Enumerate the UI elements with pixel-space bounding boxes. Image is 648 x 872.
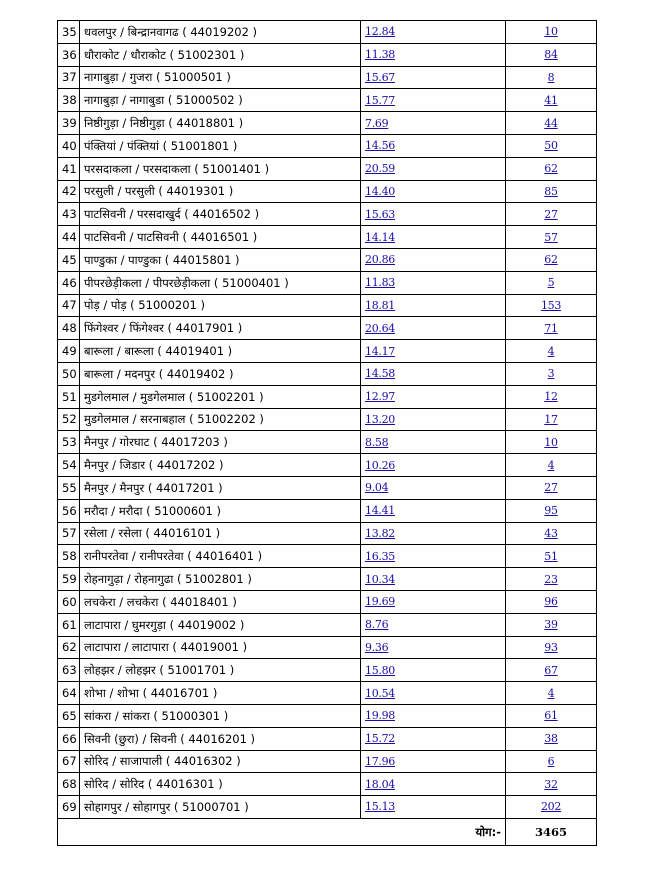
table-row [58,294,597,317]
village-name-cell: लाटापारा / लाटापारा ( 44019001 ) [80,636,361,659]
table-body [58,21,597,819]
count-value-cell[interactable] [506,21,597,44]
count-value-cell[interactable] [506,431,597,454]
village-name-cell: नागाबुड़ा / गुजरा ( 51000501 ) [80,66,361,89]
table-row [58,682,597,705]
area-value-link[interactable]: 20.64 [365,321,395,335]
table-row [58,180,597,203]
area-value-cell[interactable] [361,796,506,819]
table-row [58,43,597,66]
serial-number-cell: 65 [58,704,80,727]
count-value-cell[interactable] [506,568,597,591]
area-value-link[interactable]: 11.83 [365,276,395,290]
table-row [58,454,597,477]
count-value-link[interactable]: 57 [544,230,558,244]
table-row [58,568,597,591]
area-value-cell[interactable] [361,226,506,249]
count-value-cell[interactable] [506,226,597,249]
village-name-cell: पोड़ / पोड़ ( 51000201 ) [80,294,361,317]
serial-number-cell: 67 [58,750,80,773]
area-value-link[interactable]: 13.82 [365,526,395,540]
count-value-cell[interactable] [506,248,597,271]
village-name-cell: लोहझर / लोहझर ( 51001701 ) [80,659,361,682]
area-value-link[interactable]: 15.63 [365,207,395,221]
table-row [58,636,597,659]
table-row [58,659,597,682]
count-value-link[interactable]: 62 [544,253,558,267]
area-value-cell[interactable] [361,294,506,317]
count-value-link[interactable]: 8 [547,70,555,84]
count-value-link[interactable]: 50 [544,139,558,153]
serial-number-cell: 49 [58,340,80,363]
area-value-cell[interactable] [361,704,506,727]
area-value-link[interactable]: 12.97 [365,390,395,404]
village-name-cell: धौराकोट / धौराकोट ( 51002301 ) [80,43,361,66]
area-value-cell[interactable] [361,385,506,408]
village-name-cell: मैनपुर / जिडार ( 44017202 ) [80,454,361,477]
serial-number-cell: 59 [58,568,80,591]
count-value-link[interactable]: 23 [544,572,558,586]
count-value-cell[interactable] [506,727,597,750]
village-name-cell: पंक्तियां / पंक्तियां ( 51001801 ) [80,134,361,157]
count-value-link[interactable]: 51 [544,549,558,563]
count-value-cell[interactable] [506,590,597,613]
village-name-cell: सोरिद / साजापाली ( 44016302 ) [80,750,361,773]
area-value-cell[interactable] [361,21,506,44]
serial-number-cell: 48 [58,317,80,340]
village-name-cell: पाटसिवनी / पाटसिवनी ( 44016501 ) [80,226,361,249]
count-value-link[interactable]: 44 [544,116,558,130]
count-value-link[interactable]: 27 [544,207,558,221]
count-value-link[interactable]: 4 [547,458,555,472]
area-value-cell[interactable] [361,112,506,135]
count-value-link[interactable]: 17 [544,412,558,426]
area-value-cell[interactable] [361,431,506,454]
count-value-cell[interactable] [506,636,597,659]
count-value-cell[interactable] [506,43,597,66]
table-row [58,66,597,89]
area-value-link[interactable]: 14.14 [365,230,395,244]
village-name-cell: मुडगेलमाल / मुडगेलमाल ( 51002201 ) [80,385,361,408]
serial-number-cell: 57 [58,522,80,545]
serial-number-cell: 41 [58,157,80,180]
area-value-cell[interactable] [361,271,506,294]
count-value-cell[interactable] [506,317,597,340]
count-value-link[interactable]: 10 [544,25,558,39]
table-row [58,340,597,363]
area-value-link[interactable]: 11.38 [365,48,395,62]
village-name-cell: रसेला / रसेला ( 44016101 ) [80,522,361,545]
area-value-link[interactable]: 8.58 [365,435,389,449]
table-row [58,385,597,408]
count-value-cell[interactable] [506,773,597,796]
serial-number-cell: 52 [58,408,80,431]
count-value-cell[interactable] [506,385,597,408]
count-value-link[interactable]: 5 [547,276,555,290]
village-name-cell: रानीपरतेवा / रानीपरतेवा ( 44016401 ) [80,545,361,568]
area-value-link[interactable]: 9.36 [365,640,389,654]
count-value-link[interactable]: 41 [544,93,558,107]
table-row [58,112,597,135]
total-label: योग:- [58,818,506,845]
count-value-cell[interactable] [506,203,597,226]
table-row [58,248,597,271]
count-value-cell[interactable] [506,362,597,385]
count-value-cell[interactable] [506,659,597,682]
village-name-cell: पाटसिवनी / परसदाखुर्द ( 44016502 ) [80,203,361,226]
table-row [58,317,597,340]
serial-number-cell: 40 [58,134,80,157]
village-name-cell: शोभा / शोभा ( 44016701 ) [80,682,361,705]
count-value-cell[interactable] [506,180,597,203]
count-value-cell[interactable] [506,271,597,294]
area-value-link[interactable]: 14.56 [365,139,395,153]
table-row [58,476,597,499]
area-value-cell[interactable] [361,362,506,385]
count-value-link[interactable]: 39 [544,618,558,632]
village-name-cell: धवलपुर / बिन्द्रानवागढ ( 44019202 ) [80,21,361,44]
area-value-cell[interactable] [361,659,506,682]
area-value-link[interactable]: 17.96 [365,754,395,768]
count-value-link[interactable]: 202 [540,800,562,814]
count-value-cell[interactable] [506,294,597,317]
area-value-cell[interactable] [361,499,506,522]
area-value-link[interactable]: 9.04 [365,481,389,495]
serial-number-cell: 35 [58,21,80,44]
table-row [58,499,597,522]
table-row [58,203,597,226]
village-name-cell: मैनपुर / गोरघाट ( 44017203 ) [80,431,361,454]
table-row [58,431,597,454]
area-value-cell[interactable] [361,43,506,66]
serial-number-cell: 63 [58,659,80,682]
area-value-cell[interactable] [361,454,506,477]
count-value-link[interactable]: 32 [544,777,558,791]
total-row [58,818,597,845]
village-data-table [57,20,597,846]
count-value-link[interactable]: 38 [544,732,558,746]
area-value-cell[interactable] [361,157,506,180]
village-name-cell: परसुली / परसुली ( 44019301 ) [80,180,361,203]
area-value-cell[interactable] [361,522,506,545]
table-row [58,727,597,750]
area-value-cell[interactable] [361,613,506,636]
serial-number-cell: 47 [58,294,80,317]
area-value-cell[interactable] [361,568,506,591]
count-value-link[interactable]: 6 [547,754,555,768]
count-value-link[interactable]: 10 [544,435,558,449]
count-value-link[interactable]: 61 [544,709,558,723]
serial-number-cell: 60 [58,590,80,613]
serial-number-cell: 68 [58,773,80,796]
table-row [58,704,597,727]
table-row [58,773,597,796]
table-row [58,134,597,157]
area-value-link[interactable]: 15.67 [365,70,395,84]
area-value-cell[interactable] [361,636,506,659]
count-value-link[interactable]: 12 [544,390,558,404]
area-value-link[interactable]: 19.69 [365,595,395,609]
serial-number-cell: 55 [58,476,80,499]
serial-number-cell: 54 [58,454,80,477]
area-value-link[interactable]: 20.59 [365,162,395,176]
count-value-cell[interactable] [506,522,597,545]
area-value-cell[interactable] [361,750,506,773]
village-name-cell: नागाबुड़ा / नागाबुडा ( 51000502 ) [80,89,361,112]
serial-number-cell: 56 [58,499,80,522]
village-name-cell: बारूला / मदनपुर ( 44019402 ) [80,362,361,385]
table-row [58,522,597,545]
table-row [58,796,597,819]
serial-number-cell: 64 [58,682,80,705]
village-name-cell: सोरिद / सोरिद ( 44016301 ) [80,773,361,796]
area-value-link[interactable]: 14.41 [365,504,395,518]
count-value-link[interactable]: 95 [544,504,558,518]
village-name-cell: सिवनी (छुरा) / सिवनी ( 44016201 ) [80,727,361,750]
village-name-cell: रोहनागुढ़ा / रोहनागुढा ( 51002801 ) [80,568,361,591]
serial-number-cell: 45 [58,248,80,271]
area-value-link[interactable]: 15.72 [365,732,395,746]
count-value-cell[interactable] [506,750,597,773]
area-value-link[interactable]: 18.81 [365,298,395,312]
count-value-cell[interactable] [506,157,597,180]
area-value-cell[interactable] [361,180,506,203]
serial-number-cell: 42 [58,180,80,203]
serial-number-cell: 43 [58,203,80,226]
count-value-cell[interactable] [506,613,597,636]
count-value-cell[interactable] [506,408,597,431]
count-value-link[interactable]: 62 [544,162,558,176]
area-value-link[interactable]: 14.58 [365,367,395,381]
village-name-cell: बारूला / बारूला ( 44019401 ) [80,340,361,363]
area-value-cell[interactable] [361,590,506,613]
area-value-link[interactable]: 15.77 [365,93,395,107]
table-row [58,590,597,613]
count-value-link[interactable]: 84 [544,48,558,62]
area-value-link[interactable]: 7.69 [365,116,389,130]
village-name-cell: सांकरा / सांकरा ( 51000301 ) [80,704,361,727]
serial-number-cell: 39 [58,112,80,135]
serial-number-cell: 66 [58,727,80,750]
village-name-cell: पाण्डुका / पाण्डुका ( 44015801 ) [80,248,361,271]
count-value-link[interactable]: 43 [544,526,558,540]
count-value-cell[interactable] [506,66,597,89]
area-value-link[interactable]: 15.13 [365,800,395,814]
village-name-cell: मुडगेलमाल / सरनाबहाल ( 51002202 ) [80,408,361,431]
count-value-link[interactable]: 3 [547,367,555,381]
count-value-link[interactable]: 153 [540,298,562,312]
count-value-cell[interactable] [506,476,597,499]
village-name-cell: मरौदा / मरौदा ( 51000601 ) [80,499,361,522]
serial-number-cell: 36 [58,43,80,66]
count-value-cell[interactable] [506,454,597,477]
count-value-link[interactable]: 27 [544,481,558,495]
count-value-cell[interactable] [506,112,597,135]
village-name-cell: परसदाकला / परसदाकला ( 51001401 ) [80,157,361,180]
table-row [58,157,597,180]
table-row [58,21,597,44]
village-name-cell: निष्ठीगुड़ा / निष्ठीगुड़ा ( 44018801 ) [80,112,361,135]
area-value-cell[interactable] [361,408,506,431]
village-name-cell: फिंगेश्वर / फिंगेश्वर ( 44017901 ) [80,317,361,340]
area-value-link[interactable]: 19.98 [365,709,395,723]
count-value-link[interactable]: 71 [544,321,558,335]
serial-number-cell: 62 [58,636,80,659]
area-value-link[interactable]: 16.35 [365,549,395,563]
village-name-cell: लाटापारा / घुमरगुड़ा ( 44019002 ) [80,613,361,636]
area-value-cell[interactable] [361,248,506,271]
village-name-cell: पीपरछेड़ीकला / पीपरछेड़ीकला ( 51000401 ) [80,271,361,294]
area-value-link[interactable]: 14.17 [365,344,395,358]
table-row [58,750,597,773]
count-value-link[interactable]: 96 [544,595,558,609]
area-value-cell[interactable] [361,682,506,705]
table-row [58,408,597,431]
area-value-link[interactable]: 8.76 [365,618,389,632]
serial-number-cell: 37 [58,66,80,89]
area-value-cell[interactable] [361,89,506,112]
area-value-cell[interactable] [361,545,506,568]
count-value-cell[interactable] [506,340,597,363]
serial-number-cell: 38 [58,89,80,112]
count-value-link[interactable]: 4 [547,686,555,700]
count-value-cell[interactable] [506,89,597,112]
area-value-cell[interactable] [361,340,506,363]
count-value-cell[interactable] [506,545,597,568]
area-value-link[interactable]: 14.40 [365,184,395,198]
count-value-link[interactable]: 93 [544,640,558,654]
area-value-cell[interactable] [361,727,506,750]
count-value-cell[interactable] [506,704,597,727]
serial-number-cell: 61 [58,613,80,636]
serial-number-cell: 53 [58,431,80,454]
table-row [58,545,597,568]
total-value: 3465 [506,818,597,845]
area-value-cell[interactable] [361,66,506,89]
area-value-link[interactable]: 20.86 [365,253,395,267]
count-value-link[interactable]: 67 [544,663,558,677]
table-row [58,226,597,249]
area-value-cell[interactable] [361,203,506,226]
count-value-cell[interactable] [506,796,597,819]
area-value-link[interactable]: 10.54 [365,686,395,700]
area-value-link[interactable]: 12.84 [365,25,395,39]
count-value-link[interactable]: 85 [544,184,558,198]
table-row [58,362,597,385]
count-value-cell[interactable] [506,134,597,157]
serial-number-cell: 44 [58,226,80,249]
serial-number-cell: 50 [58,362,80,385]
area-value-cell[interactable] [361,476,506,499]
count-value-cell[interactable] [506,682,597,705]
area-value-link[interactable]: 10.26 [365,458,395,472]
serial-number-cell: 51 [58,385,80,408]
table-row [58,89,597,112]
village-name-cell: सोहागपुर / सोहागपुर ( 51000701 ) [80,796,361,819]
area-value-cell[interactable] [361,773,506,796]
area-value-link[interactable]: 18.04 [365,777,395,791]
area-value-link[interactable]: 15.80 [365,663,395,677]
table-row [58,613,597,636]
serial-number-cell: 46 [58,271,80,294]
area-value-cell[interactable] [361,134,506,157]
village-name-cell: लचकेरा / लचकेरा ( 44018401 ) [80,590,361,613]
count-value-link[interactable]: 4 [547,344,555,358]
area-value-cell[interactable] [361,317,506,340]
area-value-link[interactable]: 10.34 [365,572,395,586]
serial-number-cell: 58 [58,545,80,568]
village-name-cell: मैनपुर / मैनपुर ( 44017201 ) [80,476,361,499]
table-row [58,271,597,294]
serial-number-cell: 69 [58,796,80,819]
area-value-link[interactable]: 13.20 [365,412,395,426]
count-value-cell[interactable] [506,499,597,522]
